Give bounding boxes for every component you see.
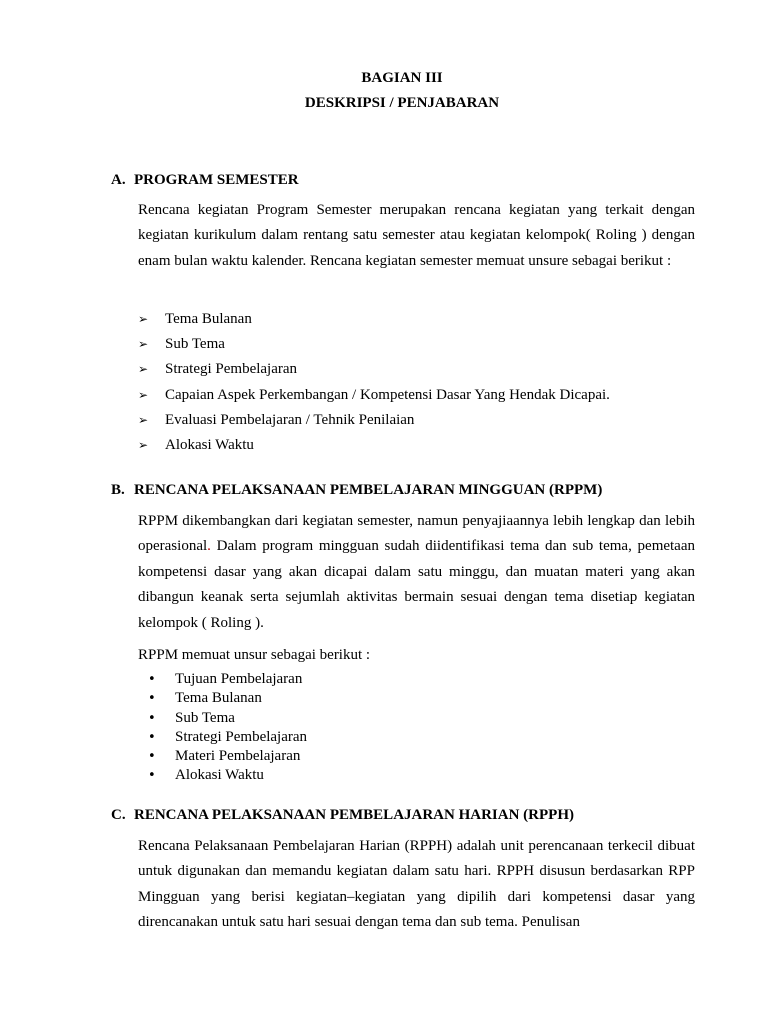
arrow-bullet-icon: ➢	[138, 337, 149, 352]
list-item: • Tema Bulanan	[148, 689, 307, 708]
list-item: • Alokasi Waktu	[148, 766, 307, 785]
list-item: ➢ Strategi Pembelajaran	[138, 357, 610, 382]
section-b-list	[148, 670, 307, 786]
bullet-dot-icon: •	[148, 691, 156, 707]
list-item: ➢ Tema Bulanan	[138, 307, 610, 332]
section-b-intro: RPPM memuat unsur sebagai berikut :	[138, 647, 371, 663]
list-item: ➢ Alokasi Waktu	[138, 433, 610, 458]
arrow-bullet-icon: ➢	[138, 387, 149, 402]
bullet-dot-icon: •	[148, 729, 156, 745]
list-item: • Tujuan Pembelajaran	[148, 670, 307, 689]
section-b-heading	[111, 480, 602, 500]
section-b-title: RENCANA PELAKSANAAN PEMBELAJARAN MINGGUAN (RPPM)	[134, 482, 603, 498]
section-c-paragraph: Rencana Pelaksanaan Pembelajaran Harian (RPPH) adalah unit perencanaan terkecil dibuat untuk digunakan dan memandu kegiatan dalam satu hari. RPPH disusun berdasarkan RPP Mingguan yang berisi kegiatan–kegiatan yang dipilih dari kompetensi dasar yang direncanakan untuk satu hari sesuai dengan tema dan sub tema. Penulisan	[138, 838, 695, 931]
list-item: ➢ Capaian Aspek Perkembangan / Kompetensi Dasar Yang Hendak Dicapai.	[138, 383, 610, 408]
section-a-letter: A.	[111, 172, 126, 188]
document-title-line2: DESKRIPSI / PENJABARAN	[304, 95, 500, 111]
section-a-list	[138, 307, 610, 458]
list-item: ➢ Sub Tema	[138, 332, 610, 357]
list-item: • Sub Tema	[148, 709, 307, 728]
list-item: • Strategi Pembelajaran	[148, 728, 307, 747]
section-a-heading	[111, 170, 299, 190]
document-title-line1: BAGIAN III	[361, 70, 443, 86]
arrow-bullet-icon: ➢	[138, 412, 149, 427]
list-item: ➢ Evaluasi Pembelajaran / Tehnik Penilaian	[138, 408, 610, 433]
section-a-paragraph: Rencana kegiatan Program Semester merupakan rencana kegiatan yang terkait dengan kegiatan kurikulum dalam rentang satu semester atau kegiatan kelompok( Roling ) dengan enam bulan waktu kalender. Rencana kegiatan semester memuat unsure sebagai berikut :	[138, 202, 695, 269]
arrow-bullet-icon: ➢	[138, 437, 149, 452]
section-a-title: PROGRAM SEMESTER	[134, 172, 299, 188]
bullet-dot-icon: •	[148, 749, 156, 765]
list-item: • Materi Pembelajaran	[148, 747, 307, 766]
bullet-dot-icon: •	[148, 710, 156, 726]
bullet-dot-icon: •	[148, 672, 156, 687]
section-b-letter: B.	[111, 482, 125, 498]
section-c-heading	[111, 805, 574, 825]
arrow-bullet-icon: ➢	[138, 312, 149, 326]
section-b-paragraph: RPPM dikembangkan dari kegiatan semester, namun penyajiaannya lebih lengkap dan lebih operasional. Dalam program mingguan sudah diidentifikasi tema dan sub tema, pemetaan kompetensi dasar yang akan dicapai dalam satu minggu, dan muatan materi yang akan dibangun keanak serta sejumlah aktivitas bermain sesuai dengan tema disetiap kegiatan kelompok ( Roling ).	[138, 513, 695, 631]
arrow-bullet-icon: ➢	[138, 362, 149, 377]
bullet-dot-icon: •	[148, 768, 156, 784]
section-c-title: RENCANA PELAKSANAAN PEMBELAJARAN HARIAN (RPPH)	[134, 807, 575, 823]
section-c-letter: C.	[111, 807, 126, 823]
